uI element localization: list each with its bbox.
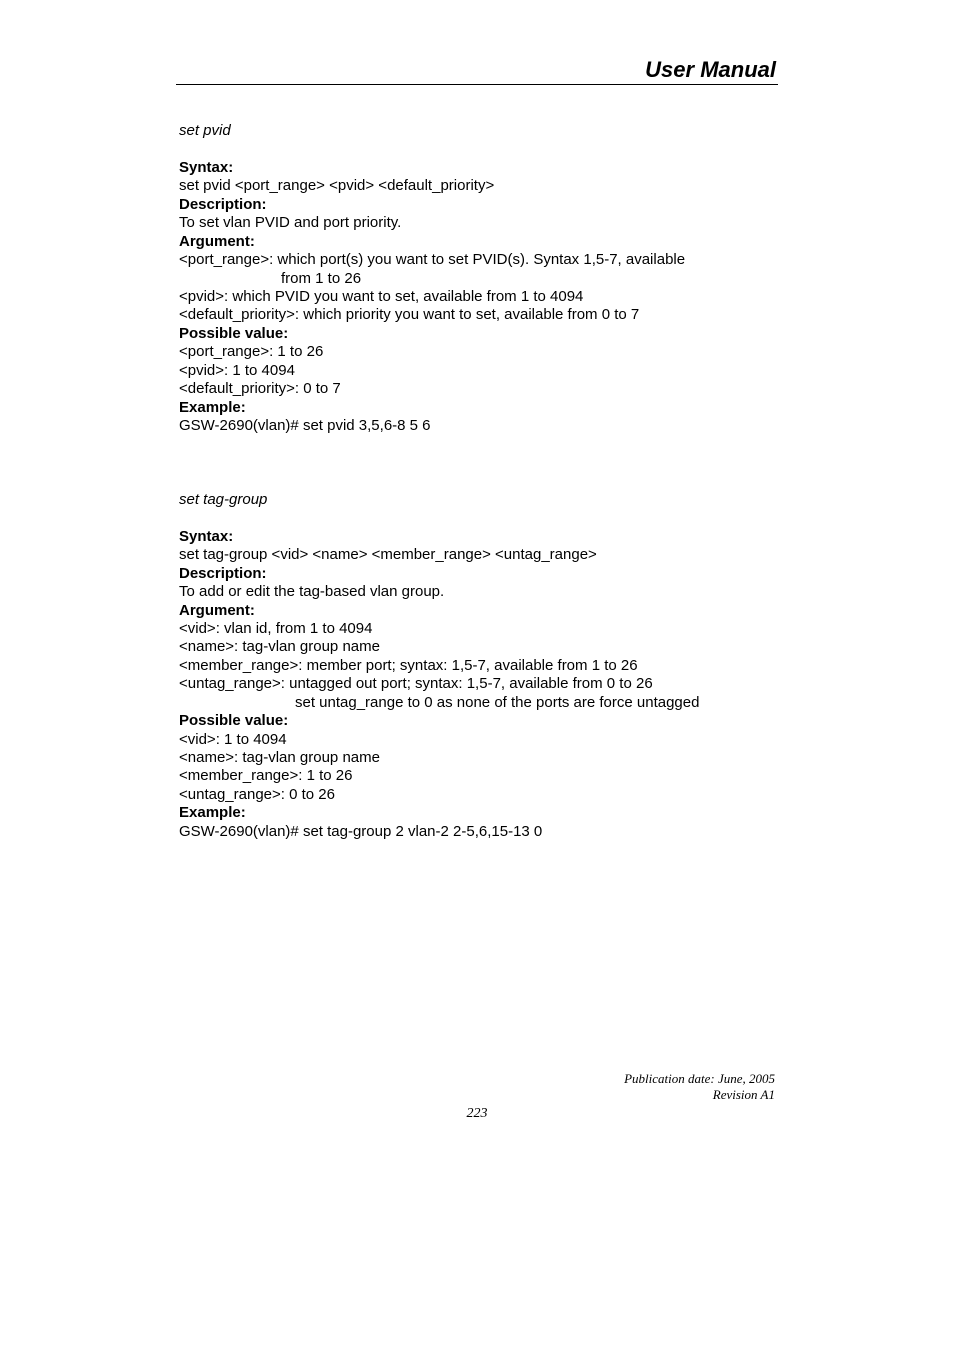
pvid-argument-line: <default_priority>: which priority you want to set, available from 0 to 7 — [179, 306, 640, 323]
tag-group-example-text: GSW-2690(vlan)# set tag-group 2 vlan-2 2-5,6,15-13 0 — [179, 823, 543, 840]
revision-label: Revision A1 — [712, 1087, 775, 1102]
pvid-argument-line: from 1 to 26 — [281, 270, 362, 287]
pvid-command-title: set pvid — [179, 122, 231, 139]
pvid-possible-value-line: <port_range>: 1 to 26 — [179, 343, 324, 360]
tag-group-syntax-text: set tag-group <vid> <name> <member_range> <untag_range> — [179, 546, 597, 563]
tag-group-description-label: Description: — [179, 565, 267, 582]
publication-date: Publication date: June, 2005 — [624, 1071, 775, 1086]
pvid-description-text: To set vlan PVID and port priority. — [179, 214, 402, 231]
tag-group-argument-line: set untag_range to 0 as none of the ports are force untagged — [295, 694, 700, 711]
pvid-argument-line: <pvid>: which PVID you want to set, available from 1 to 4094 — [179, 288, 584, 305]
tag-group-description-text: To add or edit the tag-based vlan group. — [179, 583, 445, 600]
page-header-title: User Manual — [645, 57, 776, 82]
tag-group-syntax-label: Syntax: — [179, 528, 234, 545]
tag-group-possible-value-label: Possible value: — [179, 712, 289, 729]
header-divider — [176, 84, 778, 85]
tag-group-possible-value-line: <untag_range>: 0 to 26 — [179, 786, 335, 803]
tag-group-possible-value-line: <name>: tag-vlan group name — [179, 749, 380, 766]
pvid-possible-value-line: <pvid>: 1 to 4094 — [179, 362, 295, 379]
tag-group-command-title: set tag-group — [179, 491, 268, 508]
tag-group-possible-value-line: <member_range>: 1 to 26 — [179, 767, 353, 784]
pvid-example-label: Example: — [179, 399, 246, 416]
pvid-possible-value-label: Possible value: — [179, 325, 289, 342]
tag-group-example-label: Example: — [179, 804, 246, 821]
tag-group-argument-line: <member_range>: member port; syntax: 1,5-7, available from 1 to 26 — [179, 657, 638, 674]
pvid-syntax-text: set pvid <port_range> <pvid> <default_priority> — [179, 177, 495, 194]
pvid-syntax-label: Syntax: — [179, 159, 234, 176]
tag-group-argument-label: Argument: — [179, 602, 255, 619]
pvid-argument-label: Argument: — [179, 233, 255, 250]
tag-group-argument-line: <name>: tag-vlan group name — [179, 638, 380, 655]
tag-group-argument-line: <untag_range>: untagged out port; syntax: 1,5-7, available from 0 to 26 — [179, 675, 653, 692]
pvid-possible-value-line: <default_priority>: 0 to 7 — [179, 380, 341, 397]
pvid-example-text: GSW-2690(vlan)# set pvid 3,5,6-8 5 6 — [179, 417, 431, 434]
pvid-description-label: Description: — [179, 196, 267, 213]
tag-group-possible-value-line: <vid>: 1 to 4094 — [179, 731, 287, 748]
pvid-argument-line: <port_range>: which port(s) you want to set PVID(s). Syntax 1,5-7, available — [179, 251, 686, 268]
page-number: 223 — [466, 1106, 488, 1121]
tag-group-argument-line: <vid>: vlan id, from 1 to 4094 — [179, 620, 373, 637]
